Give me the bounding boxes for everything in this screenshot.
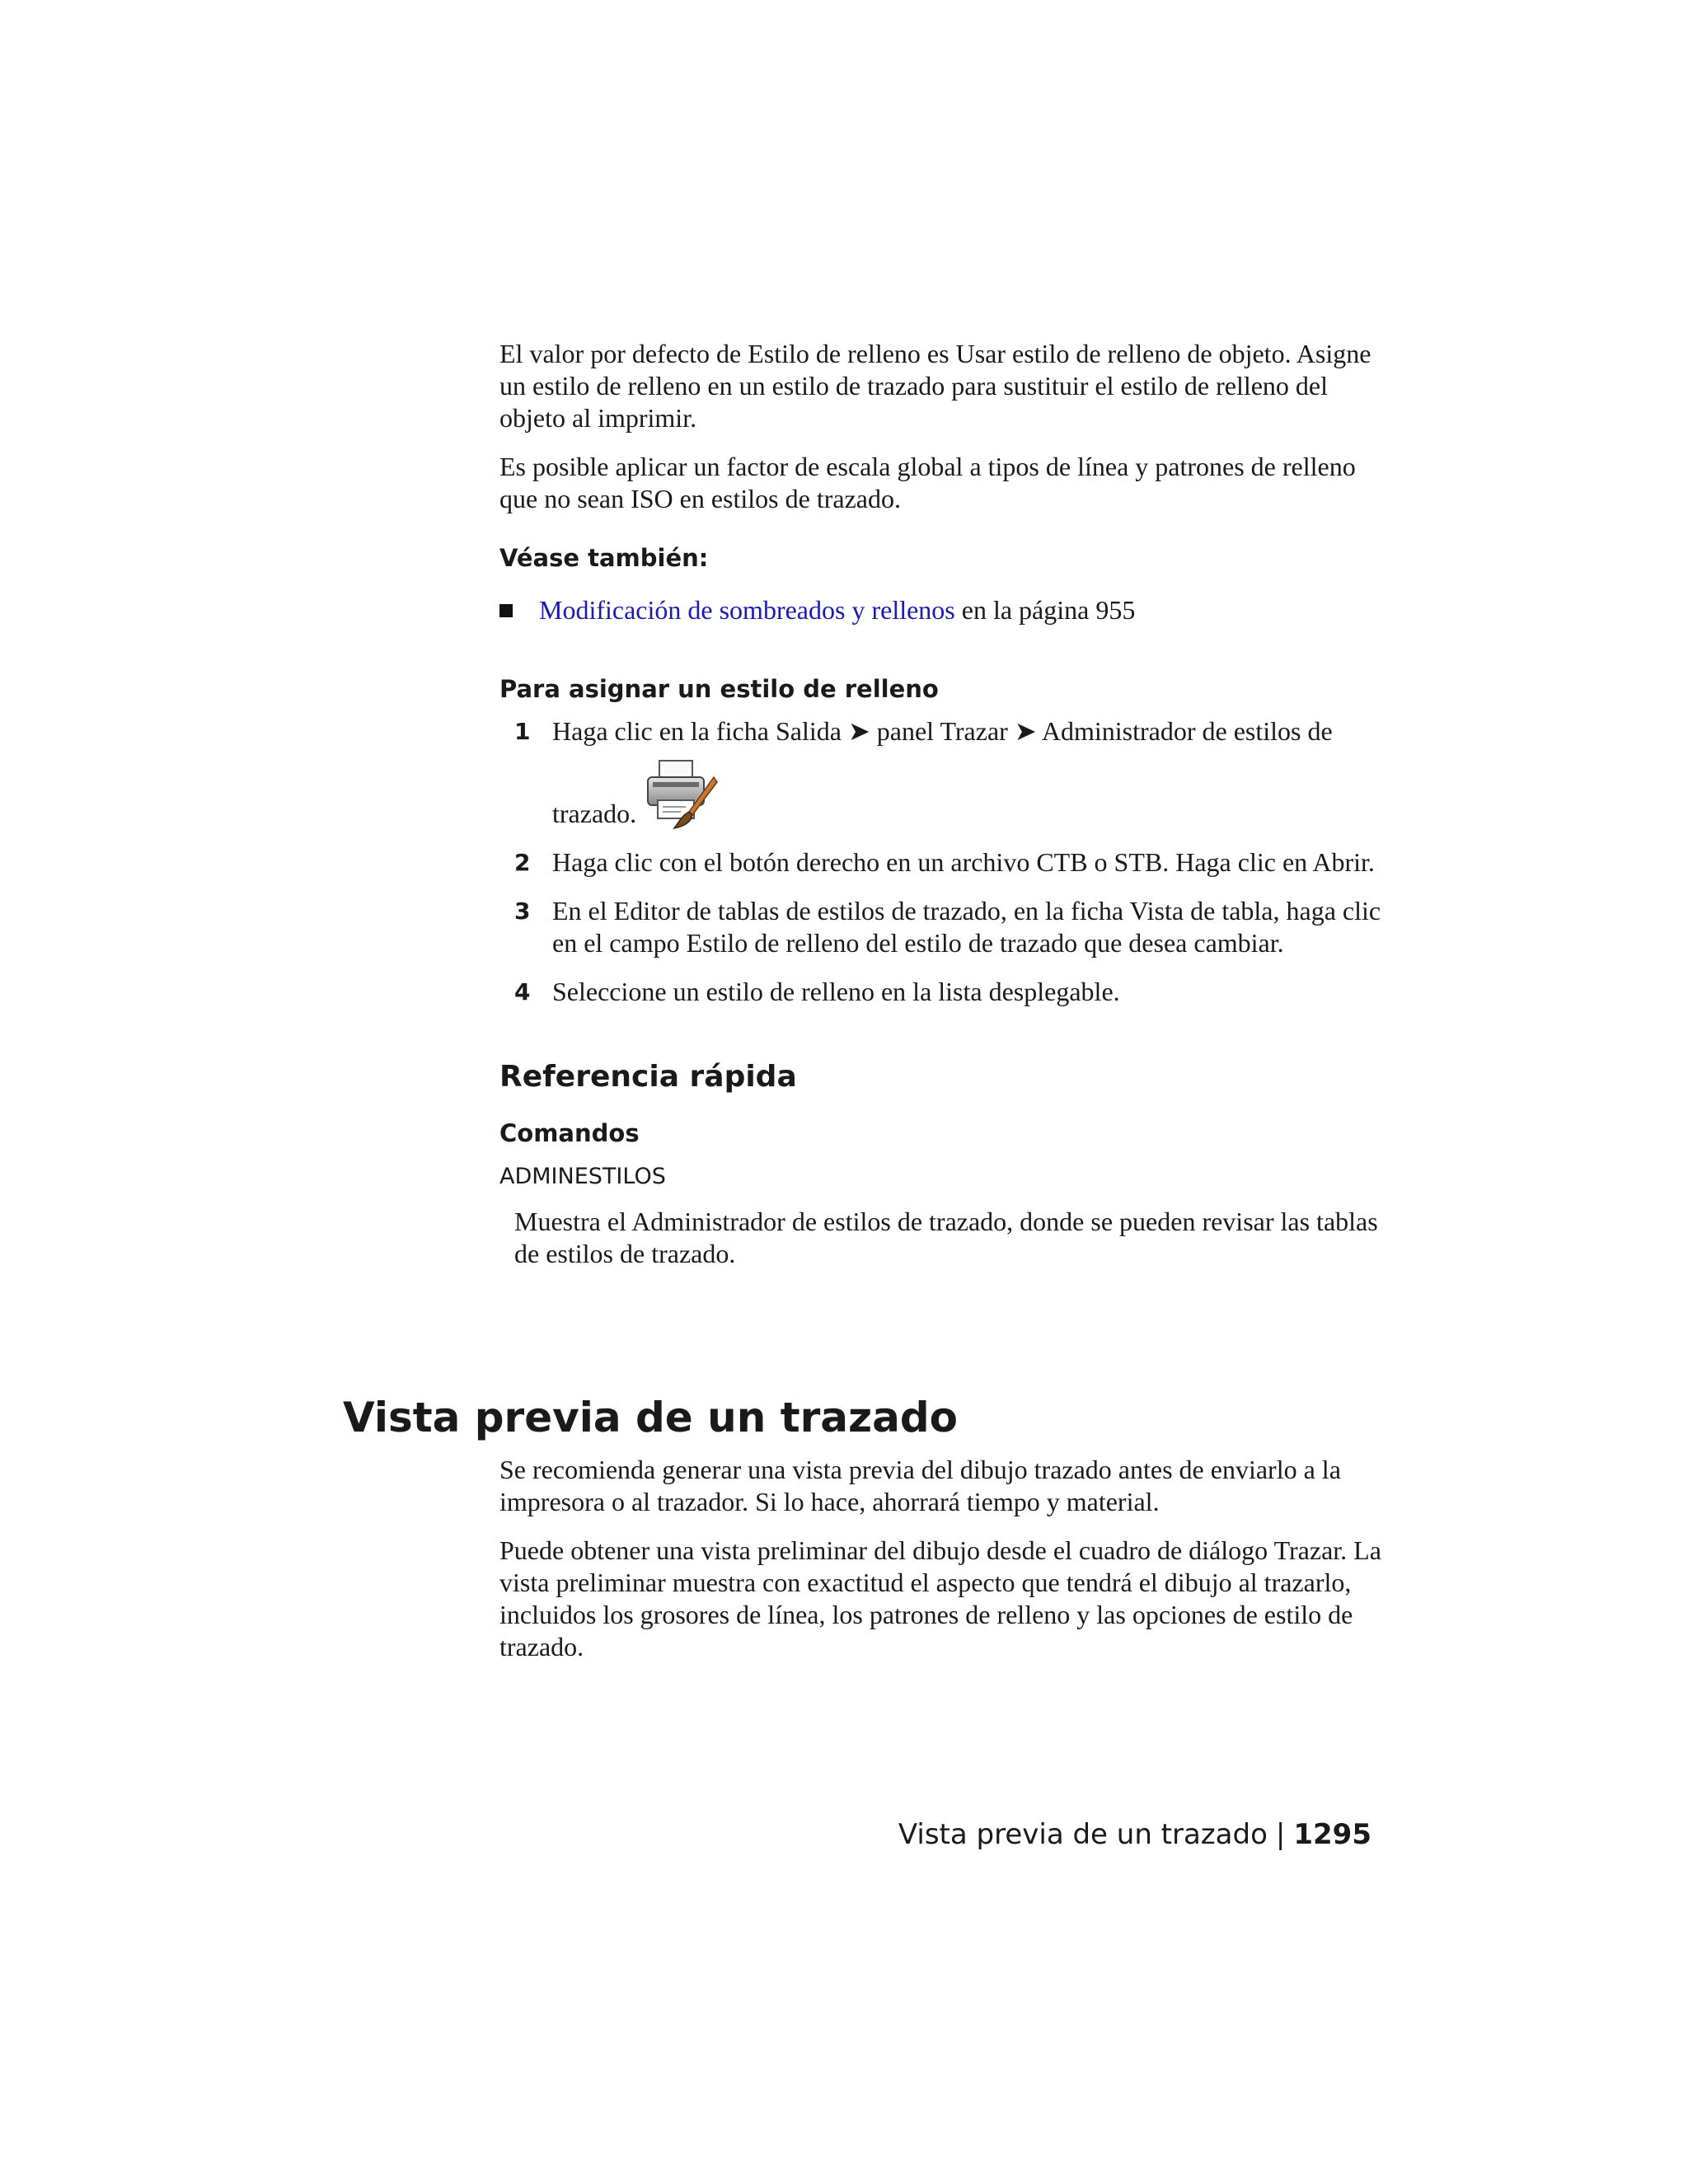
see-also-item: [499, 594, 1381, 626]
procedure-step-1: [499, 715, 1381, 830]
quick-reference-heading: Referencia rápida: [499, 1060, 797, 1094]
procedure-step-3: [499, 895, 1381, 959]
main-content: [499, 338, 1381, 1270]
intro-paragraph-2: Es posible aplicar un factor de escala global a tipos de línea y patrones de relleno que no sean ISO en estilos de trazado.: [499, 452, 1356, 513]
step-text: En el Editor de tablas de estilos de trazado, en la ficha Vista de tabla, haga clic en el campo Estilo de relleno del estilo de trazado que desea cambiar.: [552, 896, 1381, 958]
page-footer: [898, 1818, 1372, 1851]
step-text: Haga clic en la ficha Salida ➤ panel Trazar ➤ Administrador de estilos de: [552, 716, 1333, 746]
commands-heading: Comandos: [499, 1119, 640, 1147]
see-also-heading: Véase también:: [499, 544, 709, 572]
see-also-link[interactable]: Modificación de sombreados y rellenos: [539, 595, 955, 625]
procedure-step-2: [499, 846, 1381, 879]
plot-style-manager-icon: [641, 757, 720, 832]
see-also-page-ref: en la página 955: [954, 595, 1136, 625]
procedure-step-4: [499, 976, 1381, 1008]
section-title: Vista previa de un trazado: [343, 1394, 958, 1441]
command-description: Muestra el Administrador de estilos de trazado, donde se pueden revisar las tablas de estilos de trazado.: [514, 1207, 1378, 1268]
page-number: 1295: [1293, 1818, 1372, 1851]
section-paragraph-2: Puede obtener una vista preliminar del dibujo desde el cuadro de diálogo Trazar. La vista preliminar muestra con exactitud el aspecto que tendrá el dibujo al trazarlo, incluidos los grosores de línea, los patrones de relleno y las opciones de estilo de trazado.: [499, 1535, 1381, 1661]
bullet-square-icon: [499, 604, 513, 617]
step-number: 2: [514, 849, 531, 876]
intro-paragraph-1: El valor por defecto de Estilo de relleno es Usar estilo de relleno de objeto. Asigne un estilo de relleno en un estilo de trazado para sustituir el estilo de relleno del objeto al imprimir.: [499, 339, 1372, 433]
step-number: 3: [514, 898, 531, 925]
step-text: Haga clic con el botón derecho en un archivo CTB o STB. Haga clic en Abrir.: [552, 847, 1375, 877]
step-text-continued: trazado.: [552, 799, 637, 828]
step-number: 4: [514, 978, 531, 1005]
footer-title: Vista previa de un trazado: [898, 1818, 1268, 1851]
procedure-heading: Para asignar un estilo de relleno: [499, 675, 939, 703]
section-content: [499, 1454, 1381, 1680]
step-text: Seleccione un estilo de relleno en la lista desplegable.: [552, 977, 1120, 1006]
step-number: 1: [514, 718, 531, 745]
footer-separator: |: [1275, 1818, 1286, 1851]
section-paragraph-1: Se recomienda generar una vista previa del dibujo trazado antes de enviarlo a la impresora o al trazador. Si lo hace, ahorrará tiempo y material.: [499, 1455, 1341, 1516]
command-name: ADMINESTILOS: [499, 1164, 666, 1189]
